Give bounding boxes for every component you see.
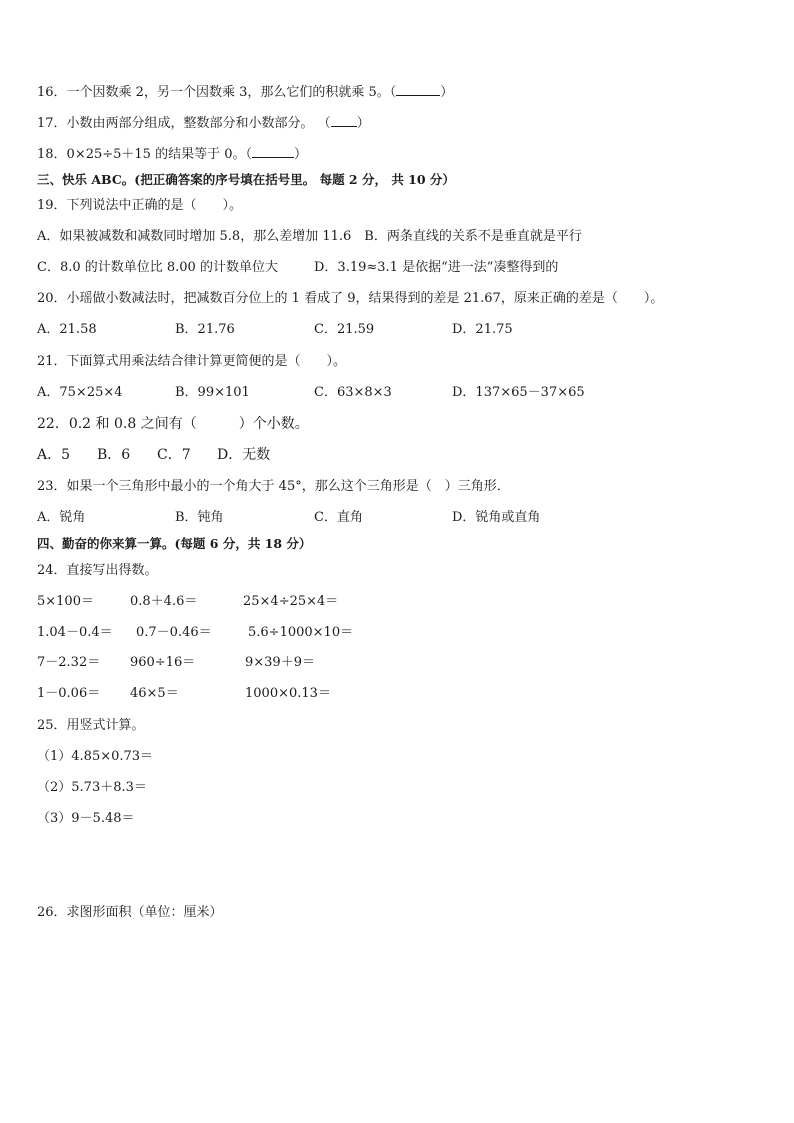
calc-item[interactable]: 9×39＋9＝ <box>245 655 315 670</box>
question-23-option-c[interactable]: C．直角 <box>314 510 363 525</box>
vertical-calc-item-3[interactable]: （3）9－5.48＝ <box>37 811 135 826</box>
question-20-option-a[interactable]: A．21.58 <box>37 322 97 337</box>
question-21-stem: 21．下面算式用乘法结合律计算更简便的是（ ）。 <box>37 354 347 369</box>
question-17-close: ） <box>356 116 370 131</box>
section-3-heading: 三、快乐 ABC。(把正确答案的序号填在括号里。 每题 2 分， 共 10 分） <box>37 172 455 187</box>
question-25-stem: 25．用竖式计算。 <box>37 718 145 733</box>
question-22-option-c[interactable]: C．7 <box>157 447 191 463</box>
calc-item[interactable]: 1000×0.13＝ <box>245 686 331 701</box>
question-24-stem: 24．直接写出得数。 <box>37 563 158 578</box>
question-17 <box>37 115 370 132</box>
calc-item[interactable]: 5×100＝ <box>37 594 94 609</box>
question-16-close: ） <box>440 85 454 100</box>
vertical-calc-item-1[interactable]: （1）4.85×0.73＝ <box>37 749 154 764</box>
question-20-option-c[interactable]: C．21.59 <box>314 322 375 337</box>
calc-item[interactable]: 1－0.06＝ <box>37 686 101 701</box>
question-18 <box>37 146 307 163</box>
section-4-heading: 四、勤奋的你来算一算。(每题 6 分，共 18 分） <box>37 536 312 551</box>
question-20-stem: 20．小瑶做小数减法时，把减数百分位上的 1 看成了 9，结果得到的差是 21.67，原来正确的差是（ ）。 <box>37 291 664 306</box>
question-20-option-d[interactable]: D．21.75 <box>452 322 513 337</box>
question-19-stem: 19．下列说法中正确的是（ ）。 <box>37 198 243 213</box>
calc-item[interactable]: 7－2.32＝ <box>37 655 101 670</box>
question-16 <box>37 84 453 101</box>
question-19-options-row1[interactable]: A．如果被减数和减数同时增加 5.8，那么差增加 11.6 B．两条直线的关系不是垂直就是平行 <box>37 229 582 244</box>
question-18-text: 18．0×25÷5＋15 的结果等于 0。（ <box>37 147 252 162</box>
question-23-option-b[interactable]: B．钝角 <box>175 510 224 525</box>
calc-item[interactable]: 5.6÷1000×10＝ <box>248 625 354 640</box>
question-22-option-b[interactable]: B．6 <box>97 447 131 463</box>
calc-item[interactable]: 25×4÷25×4＝ <box>243 594 339 609</box>
calc-item[interactable]: 0.8＋4.6＝ <box>130 594 198 609</box>
question-16-text: 16．一个因数乘 2，另一个因数乘 3，那么它们的积就乘 5。（ <box>37 85 397 100</box>
question-21-option-c[interactable]: C．63×8×3 <box>314 385 392 400</box>
calc-item[interactable]: 1.04－0.4＝ <box>37 625 113 640</box>
question-23-stem: 23．如果一个三角形中最小的一个角大于 45°，那么这个三角形是（ ）三角形． <box>37 479 510 494</box>
question-17-text: 17．小数由两部分组成，整数部分和小数部分。 （ <box>37 116 331 131</box>
vertical-calc-item-2[interactable]: （2）5.73＋8.3＝ <box>37 780 147 795</box>
answer-blank-17[interactable] <box>331 115 357 127</box>
question-22-option-a[interactable]: A．5 <box>37 447 71 463</box>
calc-item[interactable]: 46×5＝ <box>130 686 179 701</box>
question-21-option-b[interactable]: B．99×101 <box>175 385 250 400</box>
question-23-option-d[interactable]: D．锐角或直角 <box>452 510 541 525</box>
answer-blank-16[interactable] <box>396 84 440 96</box>
question-21-option-a[interactable]: A．75×25×4 <box>37 385 123 400</box>
question-19-option-c[interactable]: C．8.0 的计数单位比 8.00 的计数单位大 <box>37 260 278 275</box>
question-20-option-b[interactable]: B．21.76 <box>175 322 235 337</box>
question-22-option-d[interactable]: D．无数 <box>217 447 271 463</box>
question-18-close: ） <box>294 147 308 162</box>
question-23-option-a[interactable]: A．锐角 <box>37 510 86 525</box>
question-21-option-d[interactable]: D．137×65－37×65 <box>452 385 585 400</box>
question-22-stem: 22．0.2 和 0.8 之间有（ ）个小数。 <box>37 416 309 432</box>
question-19-option-d[interactable]: D．3.19≈3.1 是依据“进一法”凑整得到的 <box>314 260 559 275</box>
calc-item[interactable]: 960÷16＝ <box>130 655 196 670</box>
answer-blank-18[interactable] <box>252 146 294 158</box>
question-26-stem: 26．求图形面积（单位：厘米） <box>37 905 223 920</box>
calc-item[interactable]: 0.7－0.46＝ <box>136 625 212 640</box>
